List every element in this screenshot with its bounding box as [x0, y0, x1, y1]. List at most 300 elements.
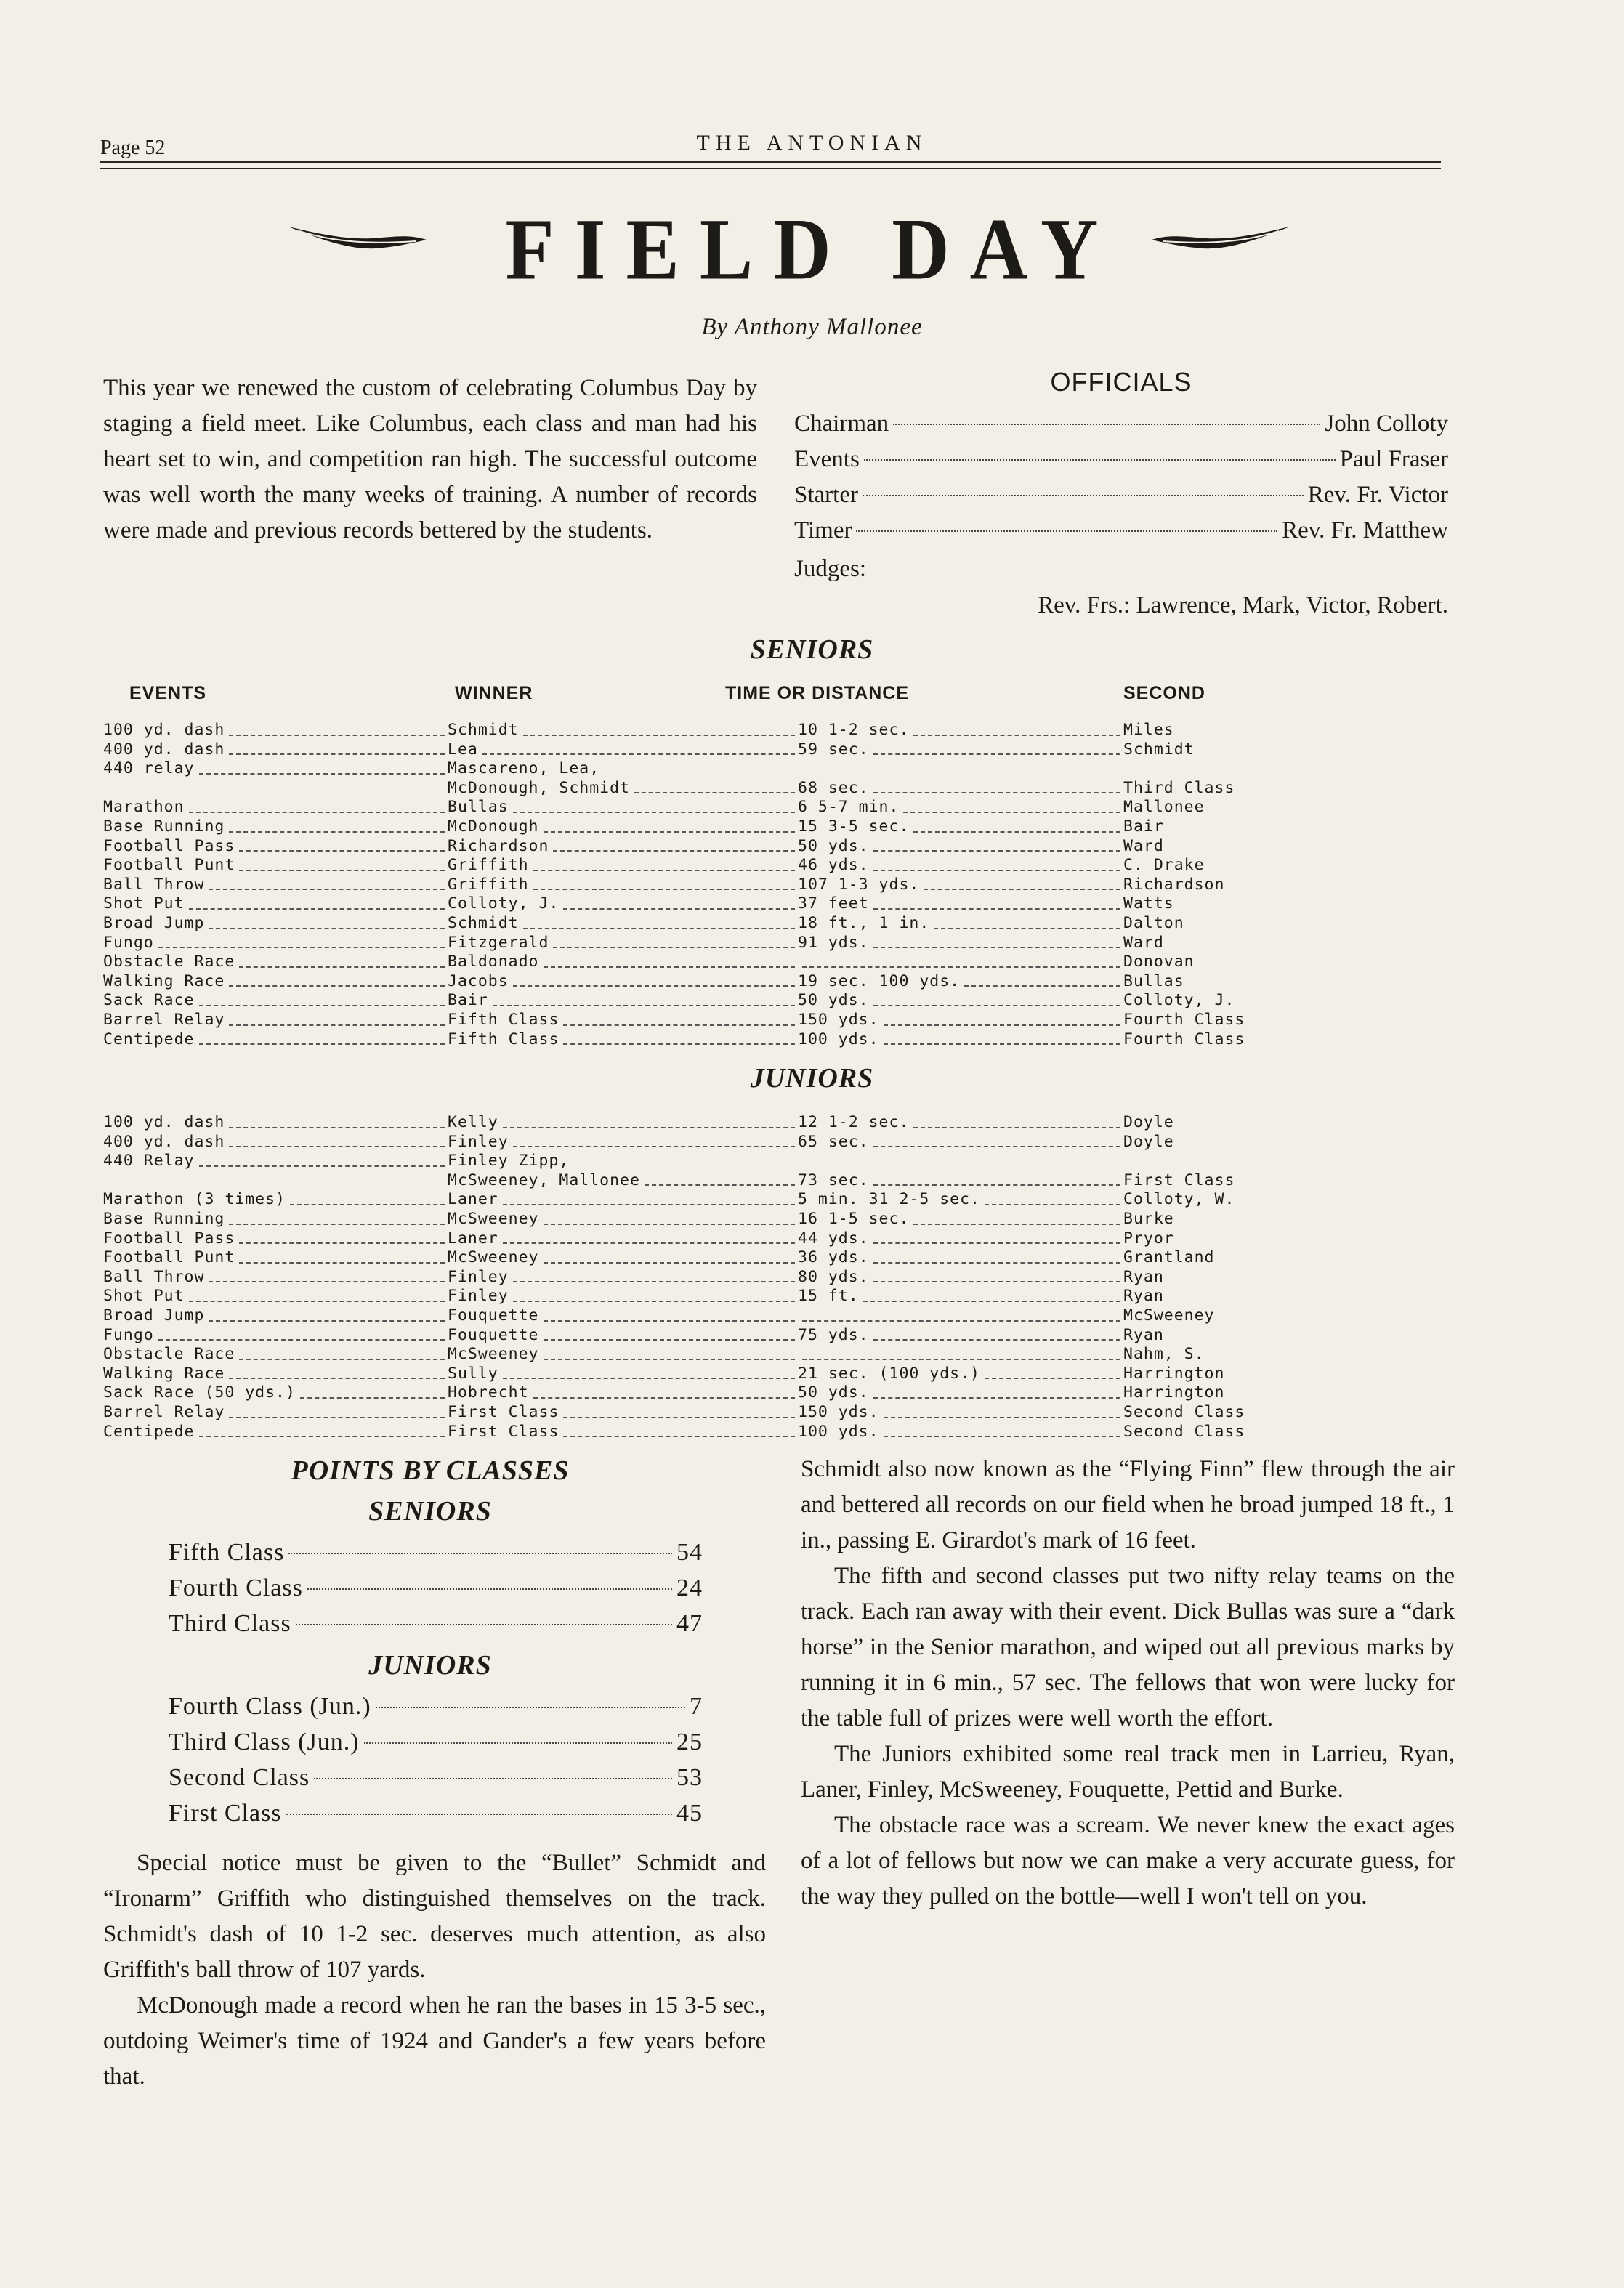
dash-leader [503, 1127, 795, 1128]
dash-leader [563, 1024, 795, 1026]
result-row [103, 1306, 1283, 1326]
event-text: Base Running [103, 817, 225, 836]
event-text: Football Pass [103, 1229, 235, 1248]
event-cell-content [103, 1133, 448, 1152]
dash-leader [563, 1043, 795, 1045]
dash-leader [884, 1417, 1120, 1418]
time-cell [798, 817, 1123, 837]
dash-leader [645, 1184, 795, 1186]
event-text: 440 relay [103, 759, 195, 778]
time-cell-content [798, 934, 1123, 953]
class-points: 7 [690, 1693, 703, 1720]
time-cell [798, 1306, 1123, 1326]
event-cell-content [103, 914, 448, 934]
dash-leader [873, 1184, 1120, 1186]
time-cell-content [798, 1320, 1123, 1326]
second-cell-content [1123, 1113, 1283, 1133]
result-row [103, 1345, 1283, 1365]
dash-leader [229, 735, 445, 736]
dash-leader [239, 1242, 445, 1244]
winner-cell-content [448, 1248, 798, 1268]
class-points: 54 [676, 1539, 703, 1566]
event-cell-content [103, 721, 448, 740]
winner-cell-content [448, 837, 798, 857]
time-cell [798, 1190, 1123, 1210]
winner-cell-content [448, 1345, 798, 1365]
second-text: Mallonee [1123, 798, 1205, 817]
dash-leader [239, 1359, 445, 1360]
points-row [169, 1800, 703, 1835]
dot-leader [364, 1742, 672, 1744]
winner-cell [448, 1113, 798, 1133]
second-cell-content [1123, 1011, 1283, 1030]
event-text: Shot Put [103, 894, 185, 913]
event-text: Base Running [103, 1209, 225, 1228]
winner-cell [448, 856, 798, 876]
dot-leader [288, 1553, 672, 1554]
second-text: Richardson [1123, 875, 1225, 894]
winner-cell [448, 894, 798, 914]
dash-leader [873, 908, 1120, 910]
event-cell [103, 1423, 448, 1442]
second-text: McSweeney [1123, 1306, 1215, 1325]
event-text: Barrel Relay [103, 1402, 225, 1421]
winner-cell-content [448, 1268, 798, 1287]
dash-leader [199, 1165, 445, 1167]
second-text: Ryan [1123, 1267, 1164, 1286]
dash-leader [873, 1397, 1120, 1399]
event-text: 100 yd. dash [103, 721, 225, 739]
dash-leader [199, 1436, 445, 1437]
class-points: 25 [676, 1729, 703, 1755]
second-cell-content [1123, 1248, 1283, 1268]
winner-cell [448, 1133, 798, 1152]
winner-cell-content [448, 1306, 798, 1326]
winner-cell [448, 759, 798, 779]
event-cell-content [103, 1011, 448, 1030]
result-row [103, 817, 1283, 837]
winner-cell-content [448, 1030, 798, 1050]
second-cell-content [1123, 1403, 1283, 1423]
event-cell-content [103, 972, 448, 992]
second-text: Doyle [1123, 1132, 1174, 1151]
time-text: 36 yds. [798, 1248, 869, 1267]
result-row [103, 759, 1283, 779]
time-cell-content [798, 1171, 1123, 1191]
winner-text: McSweeney [448, 1345, 539, 1364]
dash-leader [189, 812, 445, 813]
time-cell [798, 876, 1123, 895]
time-cell-content [798, 1248, 1123, 1268]
winner-cell-content [448, 1190, 798, 1210]
dash-leader [563, 1436, 795, 1437]
time-cell-content [798, 1229, 1123, 1249]
second-cell-content [1123, 740, 1283, 760]
winner-text: Hobrecht [448, 1383, 529, 1402]
second-cell [1123, 1171, 1283, 1191]
time-text: 5 min. 31 2-5 sec. [798, 1190, 980, 1209]
events-column-header: EVENTS [129, 683, 207, 703]
event-text: 440 Relay [103, 1152, 195, 1171]
class-points: 47 [676, 1610, 703, 1637]
time-text: 100 yds. [798, 1422, 879, 1441]
points-seniors-heading: SENIORS [368, 1496, 492, 1527]
winner-text: Griffith [448, 875, 529, 894]
time-cell [798, 856, 1123, 876]
dash-leader [985, 1204, 1120, 1205]
second-cell [1123, 798, 1283, 817]
time-cell-content [798, 914, 1123, 934]
second-text: Watts [1123, 894, 1174, 913]
winner-cell [448, 934, 798, 953]
event-cell-content [103, 837, 448, 857]
event-cell-content [103, 1248, 448, 1268]
winner-cell-content [448, 721, 798, 740]
winner-cell-content [448, 1383, 798, 1403]
time-text: 16 1-5 sec. [798, 1209, 910, 1228]
dash-leader [209, 1320, 445, 1322]
second-cell [1123, 721, 1283, 740]
winner-text: Laner [448, 1229, 498, 1248]
time-cell [798, 759, 1123, 779]
second-text: Miles [1123, 721, 1174, 739]
event-cell [103, 1113, 448, 1133]
dash-leader [563, 908, 795, 910]
dash-leader [493, 1005, 795, 1006]
result-row [103, 1365, 1283, 1384]
winner-cell [448, 1210, 798, 1229]
winner-cell-content [448, 740, 798, 760]
time-cell-content [798, 1268, 1123, 1287]
dash-leader [873, 947, 1120, 948]
dash-leader [884, 1024, 1120, 1026]
event-text: Sack Race [103, 991, 195, 1010]
time-cell-content [798, 991, 1123, 1011]
second-text: Bair [1123, 817, 1164, 836]
dash-leader [924, 889, 1120, 890]
result-row [103, 779, 1283, 799]
event-cell-content [103, 1423, 448, 1442]
dash-leader [873, 1281, 1120, 1282]
winner-cell [448, 1011, 798, 1030]
event-cell-content [103, 1030, 448, 1050]
dash-leader [158, 947, 445, 948]
winner-text: Fifth Class [448, 1010, 559, 1029]
event-cell-content [103, 1210, 448, 1229]
winner-cell [448, 1190, 798, 1210]
time-cell [798, 1248, 1123, 1268]
event-text: Football Punt [103, 856, 235, 875]
second-cell [1123, 1383, 1283, 1403]
second-cell-content [1123, 817, 1283, 837]
winner-cell [448, 1345, 798, 1365]
dash-leader [884, 1436, 1120, 1437]
dot-leader [856, 530, 1277, 532]
event-cell-content [103, 740, 448, 760]
winner-cell-content [448, 817, 798, 837]
class-name: Third Class [169, 1610, 291, 1637]
event-cell [103, 856, 448, 876]
time-column-header: TIME OR DISTANCE [725, 683, 910, 703]
result-row [103, 914, 1283, 934]
winner-text: Kelly [448, 1113, 498, 1131]
winner-text: Fifth Class [448, 1030, 559, 1048]
winner-cell-content [448, 1287, 798, 1306]
dash-leader [239, 966, 445, 968]
second-text: Ryan [1123, 1287, 1164, 1306]
dash-leader [229, 1024, 445, 1026]
second-cell-content [1123, 1306, 1283, 1326]
time-cell [798, 972, 1123, 992]
time-cell [798, 914, 1123, 934]
winner-text: McSweeney [448, 1209, 539, 1228]
dash-leader [873, 1242, 1120, 1244]
second-text: Dalton [1123, 913, 1184, 932]
official-row [794, 446, 1448, 482]
winner-text: Colloty, J. [448, 894, 559, 913]
time-text: 50 yds. [798, 1383, 869, 1402]
second-cell-content [1123, 1326, 1283, 1346]
result-row [103, 740, 1283, 760]
second-text: Third Class [1123, 778, 1235, 797]
dash-leader [533, 870, 795, 871]
result-row [103, 1011, 1283, 1030]
second-cell [1123, 1287, 1283, 1306]
winner-text: Bullas [448, 798, 509, 817]
event-cell [103, 1030, 448, 1050]
event-text: Walking Race [103, 971, 225, 990]
event-cell-content [103, 876, 448, 895]
time-text: 80 yds. [798, 1267, 869, 1286]
second-text: Harrington [1123, 1383, 1225, 1402]
dot-leader [296, 1624, 672, 1625]
dash-leader [209, 889, 445, 890]
time-cell [798, 1403, 1123, 1423]
dash-leader [229, 1146, 445, 1147]
event-cell-content [103, 1306, 448, 1326]
second-cell [1123, 759, 1283, 779]
official-role: Events [794, 446, 860, 472]
winner-cell-content [448, 934, 798, 953]
official-name: Rev. Fr. Victor [1307, 482, 1448, 508]
dot-leader [376, 1707, 685, 1708]
winner-cell-content [448, 1152, 798, 1171]
event-cell-content [103, 1287, 448, 1306]
points-row [169, 1764, 703, 1800]
time-cell-content [798, 876, 1123, 895]
winner-text: Bair [448, 991, 488, 1010]
points-row [169, 1693, 703, 1729]
header-rule [100, 161, 1441, 163]
winner-cell [448, 1287, 798, 1306]
winner-cell [448, 779, 798, 799]
time-cell-content [798, 894, 1123, 914]
time-cell-content [798, 1011, 1123, 1030]
time-cell-content [798, 1030, 1123, 1050]
event-text: Sack Race (50 yds.) [103, 1383, 296, 1402]
dash-leader [290, 1204, 445, 1205]
second-cell [1123, 1306, 1283, 1326]
dash-leader [513, 1146, 795, 1147]
second-text: Schmidt [1123, 740, 1195, 759]
time-cell [798, 798, 1123, 817]
dash-leader [189, 908, 445, 910]
winner-column-header: WINNER [455, 683, 533, 703]
dash-leader [239, 870, 445, 871]
winner-text: Jacobs [448, 971, 509, 990]
dash-leader [229, 753, 445, 755]
winner-text: McSweeney [448, 1248, 539, 1267]
event-text: 400 yd. dash [103, 740, 225, 759]
winner-cell-content [448, 991, 798, 1011]
event-cell [103, 1403, 448, 1423]
class-points: 53 [676, 1764, 703, 1791]
second-cell [1123, 972, 1283, 992]
time-cell [798, 1345, 1123, 1365]
event-cell-content [103, 759, 448, 779]
time-cell-content [798, 1113, 1123, 1133]
second-text: Burke [1123, 1209, 1174, 1228]
second-cell-content [1123, 1268, 1283, 1287]
second-cell-content [1123, 1190, 1283, 1210]
winner-text: Mascareno, Lea, [448, 759, 600, 778]
event-cell [103, 934, 448, 953]
winner-text: Schmidt [448, 913, 519, 932]
juniors-results-table [103, 1113, 1283, 1442]
winner-text: First Class [448, 1402, 559, 1421]
dash-leader [482, 753, 795, 755]
time-cell [798, 1383, 1123, 1403]
judges-label: Judges: [794, 556, 866, 582]
dash-leader [802, 1359, 1120, 1360]
time-cell [798, 1113, 1123, 1133]
second-cell-content [1123, 1210, 1283, 1229]
time-cell-content [798, 1190, 1123, 1210]
winner-cell-content [448, 1113, 798, 1133]
dash-leader [544, 831, 796, 833]
event-text: Centipede [103, 1030, 195, 1048]
class-points: 24 [676, 1574, 703, 1601]
event-text: Marathon [103, 798, 185, 817]
second-text: Nahm, S. [1123, 1345, 1205, 1364]
dash-leader [873, 870, 1120, 871]
second-cell [1123, 1248, 1283, 1268]
second-cell-content [1123, 1345, 1283, 1365]
dash-leader [802, 1320, 1120, 1322]
event-cell [103, 740, 448, 760]
winner-text: Griffith [448, 856, 529, 875]
time-cell-content [798, 1359, 1123, 1365]
winner-cell-content [448, 1171, 798, 1191]
dash-leader [158, 1339, 445, 1341]
second-text: Fourth Class [1123, 1030, 1245, 1048]
event-cell [103, 1365, 448, 1384]
second-cell [1123, 1229, 1283, 1249]
second-text: Colloty, J. [1123, 991, 1235, 1010]
result-row [103, 1210, 1283, 1229]
event-cell-content [103, 894, 448, 914]
second-cell [1123, 876, 1283, 895]
second-cell-content [1123, 1030, 1283, 1050]
winner-cell-content [448, 1011, 798, 1030]
event-cell [103, 1190, 448, 1210]
second-text: Bullas [1123, 971, 1184, 990]
time-cell [798, 991, 1123, 1011]
time-cell [798, 1287, 1123, 1306]
time-cell [798, 894, 1123, 914]
event-cell [103, 817, 448, 837]
winner-cell [448, 1306, 798, 1326]
winner-text: Fouquette [448, 1306, 539, 1325]
time-text: 15 ft. [798, 1287, 859, 1306]
event-cell-content [103, 1152, 448, 1171]
event-text: Fungo [103, 1325, 154, 1344]
dash-leader [209, 928, 445, 929]
event-text: Walking Race [103, 1364, 225, 1383]
dash-leader [503, 1204, 795, 1205]
paragraph: Special notice must be given to the “Bullet” Schmidt and “Ironarm” Griffith who distinguished themselves on the track. Schmidt's dash of 10 1-2 sec. deserves much attention, as also Griffith's ball throw of 107 yards. [103, 1850, 766, 1983]
winner-text: McSweeney, Mallonee [448, 1171, 640, 1189]
winner-cell [448, 798, 798, 817]
winner-cell-content [448, 1210, 798, 1229]
second-text: Ward [1123, 933, 1164, 952]
second-cell [1123, 991, 1283, 1011]
winner-text: Fitzgerald [448, 933, 549, 952]
event-cell [103, 1306, 448, 1326]
second-cell-content [1123, 721, 1283, 740]
winner-cell [448, 876, 798, 895]
dash-leader [544, 1262, 796, 1264]
event-cell [103, 1268, 448, 1287]
event-text: Football Punt [103, 1248, 235, 1267]
header-rule-thin [100, 168, 1441, 169]
dash-leader [199, 1043, 445, 1045]
class-points: 45 [676, 1800, 703, 1827]
second-cell-content [1123, 1365, 1283, 1384]
second-cell [1123, 1190, 1283, 1210]
winner-text: Finley [448, 1287, 509, 1306]
paragraph: McDonough made a record when he ran the bases in 15 3-5 sec., outdoing Weimer's time of 1924 and Gander's a few years before that. [103, 1992, 766, 2090]
event-cell [103, 1011, 448, 1030]
second-cell [1123, 914, 1283, 934]
time-cell-content [798, 740, 1123, 760]
dash-leader [563, 1417, 795, 1418]
winner-text: Baldonado [448, 953, 539, 971]
points-heading: POINTS BY CLASSES [291, 1455, 570, 1486]
second-cell-content [1123, 894, 1283, 914]
dash-leader [913, 735, 1120, 736]
event-cell-content [103, 953, 448, 972]
event-cell [103, 759, 448, 779]
result-row [103, 837, 1283, 857]
winner-cell [448, 1229, 798, 1249]
dash-leader [239, 850, 445, 852]
winner-text: Laner [448, 1190, 498, 1209]
time-cell [798, 837, 1123, 857]
time-text: 100 yds. [798, 1030, 879, 1048]
points-row [169, 1610, 703, 1646]
time-cell-content [798, 798, 1123, 817]
second-cell [1123, 779, 1283, 799]
dot-leader [864, 459, 1336, 461]
winner-text: McDonough [448, 817, 539, 836]
winner-cell-content [448, 953, 798, 972]
time-cell [798, 721, 1123, 740]
second-cell [1123, 934, 1283, 953]
winner-cell [448, 721, 798, 740]
second-cell-content [1123, 1287, 1283, 1306]
second-cell-content [1123, 1229, 1283, 1249]
